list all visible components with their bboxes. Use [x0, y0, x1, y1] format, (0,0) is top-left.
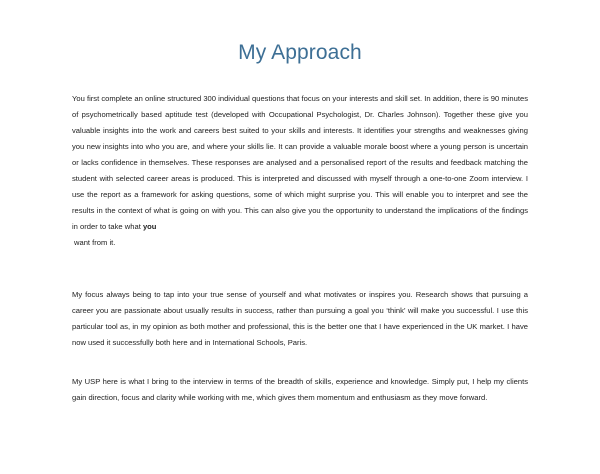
- paragraph-assessment-tail: want from it.: [74, 238, 116, 247]
- paragraph-focus: My focus always being to tap into your true sense of yourself and what motivates or inspires you. Research shows that pursuing a career you are passionate about usually results in success, rather than pursuing a goal you ‘think’ will make you successful. I use this particular tool as, in my opinion as both mother and professional, this is the better one that I have experienced in the UK market. I have now used it successfully both here and in International Schools, Paris.: [72, 290, 528, 347]
- paragraph-usp: My USP here is what I bring to the interview in terms of the breadth of skills, experience and knowledge. Simply put, I help my clients gain direction, focus and clarity while working with me, which gives them momentum and enthusiasm as they move forward.: [72, 377, 528, 402]
- paragraph-assessment-text: You first complete an online structured 300 individual questions that focus on your interests and skill set. In addition, there is 90 minutes of psychometrically based aptitude test (developed with Occupational Psychologist, Dr. Charles Johnson). Together these give you valuable insights into the work and careers best suited to your skills and interests. It identifies your strengths and weaknesses giving you new insights into who you are, and where your skills lie. It can provide a valuable morale boost where a young person is uncertain or lacks confidence in themselves. These responses are analysed and a personalised report of the results and feedback matching the student with selected career areas is produced. This is interpreted and discussed with myself through a one-to-one Zoom interview. I use the report as a framework for asking questions, some of which might surprise you. This will enable you to interpret and see the results in the context of what is going on with you. This can also give you the opportunity to understand the implications of the findings in order to take what: [72, 94, 528, 231]
- emphasis-you: you: [142, 222, 157, 231]
- page-title: My Approach: [238, 41, 362, 64]
- paragraph-assessment: [72, 91, 528, 251]
